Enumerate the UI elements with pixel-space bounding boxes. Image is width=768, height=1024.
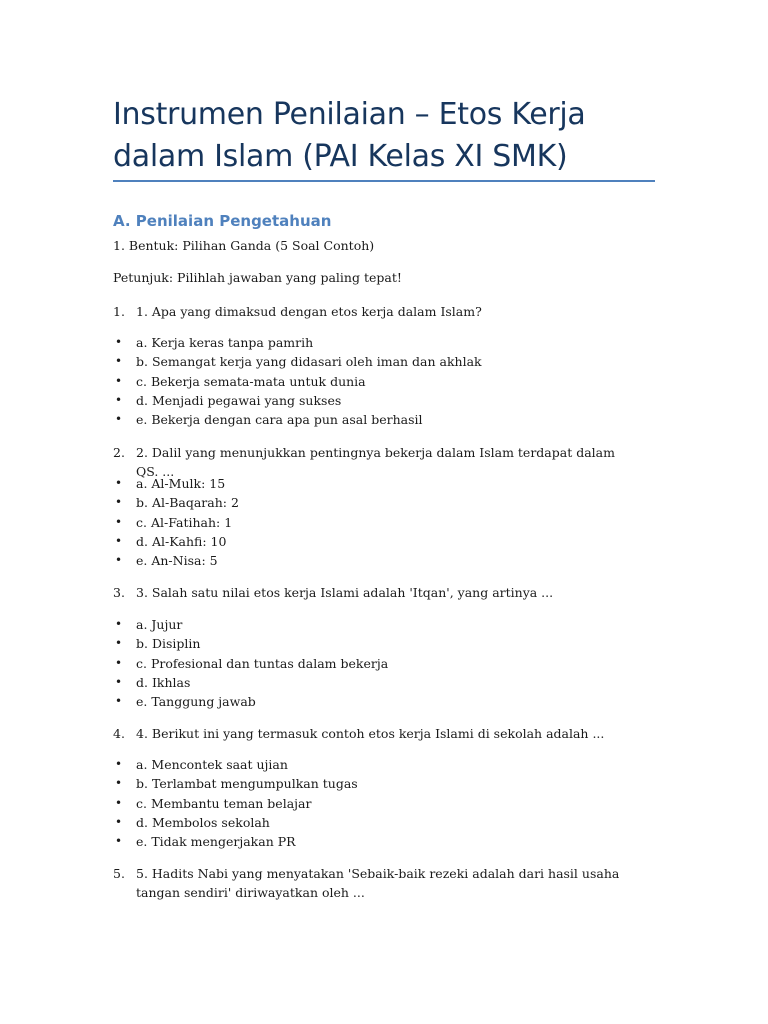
option-b: • b. Terlambat mengumpulkan tugas bbox=[113, 774, 358, 793]
title-underline bbox=[113, 180, 655, 182]
option-e: • e. Tidak mengerjakan PR bbox=[113, 832, 358, 851]
question-5 bbox=[113, 864, 633, 902]
bullet-icon: • bbox=[115, 814, 123, 829]
question-4 bbox=[113, 724, 633, 743]
option-b: • b. Semangat kerja yang didasari oleh iman dan akhlak bbox=[113, 352, 482, 371]
option-e: • e. An-Nisa: 5 bbox=[113, 551, 239, 570]
option-c: • c. Al-Fatihah: 1 bbox=[113, 513, 239, 532]
question-text: 4. Berikut ini yang termasuk contoh etos kerja Islami di sekolah adalah ... bbox=[136, 726, 605, 741]
option-d: • d. Ikhlas bbox=[113, 673, 388, 692]
bullet-icon: • bbox=[115, 757, 123, 771]
question-text: 2. Dalil yang menunjukkan pentingnya bekerja dalam Islam terdapat dalam QS. ... bbox=[136, 445, 615, 479]
bullet-icon: • bbox=[115, 674, 123, 689]
bullet-icon: • bbox=[115, 553, 123, 568]
option-a: • a. Mencontek saat ujian bbox=[113, 755, 358, 774]
question-1 bbox=[113, 302, 633, 321]
option-d: • d. Menjadi pegawai yang sukses bbox=[113, 391, 482, 410]
option-c: • c. Bekerja semata-mata untuk dunia bbox=[113, 372, 482, 391]
bullet-icon: • bbox=[115, 354, 123, 369]
bullet-icon: • bbox=[115, 476, 123, 490]
bullet-icon: • bbox=[115, 617, 123, 631]
option-c: • c. Membantu teman belajar bbox=[113, 794, 358, 813]
question-2-options bbox=[113, 474, 239, 570]
question-number: 2. bbox=[113, 445, 125, 460]
instruction-text: Petunjuk: Pilihlah jawaban yang paling tepat! bbox=[113, 270, 402, 285]
question-text: 3. Salah satu nilai etos kerja Islami adalah 'Itqan', yang artinya ... bbox=[136, 585, 554, 600]
question-number: 3. bbox=[113, 585, 125, 600]
question-text: 5. Hadits Nabi yang menyatakan 'Sebaik-baik rezeki adalah dari hasil usaha tangan sendiri' diriwayatkan oleh ... bbox=[136, 866, 620, 900]
option-c: • c. Profesional dan tuntas dalam bekerja bbox=[113, 654, 388, 673]
question-number: 1. bbox=[113, 304, 125, 319]
bullet-icon: • bbox=[115, 834, 123, 849]
question-text: 1. Apa yang dimaksud dengan etos kerja dalam Islam? bbox=[136, 304, 482, 319]
bullet-icon: • bbox=[115, 795, 123, 810]
section-heading: A. Penilaian Pengetahuan bbox=[113, 212, 332, 230]
bullet-icon: • bbox=[115, 392, 123, 407]
option-b: • b. Al-Baqarah: 2 bbox=[113, 493, 239, 512]
question-3-options bbox=[113, 615, 388, 711]
bullet-icon: • bbox=[115, 495, 123, 510]
option-a: • a. Al-Mulk: 15 bbox=[113, 474, 239, 493]
question-4-options bbox=[113, 755, 358, 851]
option-a: • a. Jujur bbox=[113, 615, 388, 634]
form-line: 1. Bentuk: Pilihan Ganda (5 Soal Contoh) bbox=[113, 238, 375, 253]
question-3 bbox=[113, 583, 633, 602]
option-d: • d. Al-Kahfi: 10 bbox=[113, 532, 239, 551]
bullet-icon: • bbox=[115, 776, 123, 791]
bullet-icon: • bbox=[115, 373, 123, 388]
question-number: 4. bbox=[113, 726, 125, 741]
bullet-icon: • bbox=[115, 655, 123, 670]
option-b: • b. Disiplin bbox=[113, 634, 388, 653]
option-e: • e. Tanggung jawab bbox=[113, 692, 388, 711]
option-d: • d. Membolos sekolah bbox=[113, 813, 358, 832]
bullet-icon: • bbox=[115, 694, 123, 709]
option-a: • a. Kerja keras tanpa pamrih bbox=[113, 333, 482, 352]
bullet-icon: • bbox=[115, 335, 123, 349]
bullet-icon: • bbox=[115, 636, 123, 651]
option-e: • e. Bekerja dengan cara apa pun asal berhasil bbox=[113, 410, 482, 429]
question-number: 5. bbox=[113, 866, 125, 881]
bullet-icon: • bbox=[115, 514, 123, 529]
bullet-icon: • bbox=[115, 412, 123, 427]
question-1-options bbox=[113, 333, 482, 429]
bullet-icon: • bbox=[115, 533, 123, 548]
document-title: Instrumen Penilaian – Etos Kerja dalam Islam (PAI Kelas XI SMK) bbox=[113, 97, 586, 174]
